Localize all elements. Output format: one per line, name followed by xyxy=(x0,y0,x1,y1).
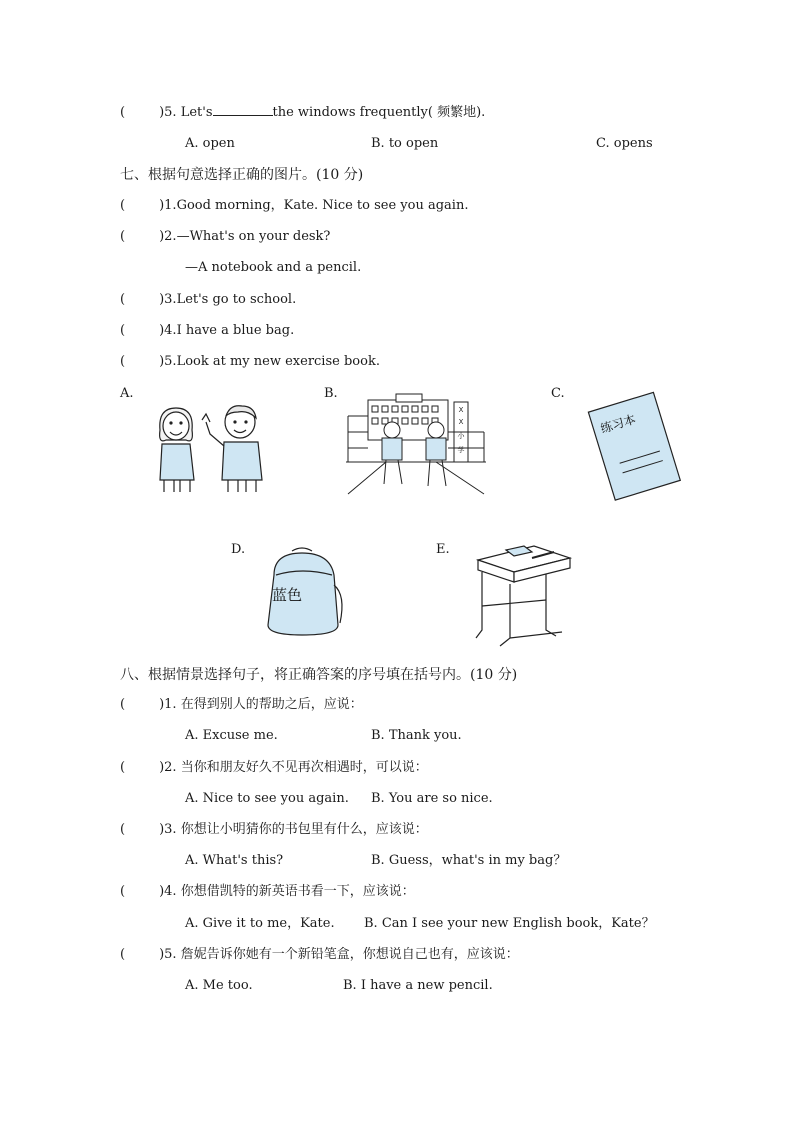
s8-item-2-option-a: A. Nice to see you again. xyxy=(185,791,349,806)
picture-e-desk xyxy=(472,540,574,650)
option-b: B. to open xyxy=(371,136,439,151)
bag-label-text: 蓝色 xyxy=(272,586,303,604)
s8-item-5: ( )5. 詹妮告诉你她有一个新铅笔盒，你想说自己也有，应该说： xyxy=(120,947,519,962)
s8-item-5-option-b: B. I have a new pencil. xyxy=(343,978,493,993)
s8-item-2-option-b: B. You are so nice. xyxy=(371,791,493,806)
s8-item-4: ( )4. 你想借凯特的新英语书看一下，应该说： xyxy=(120,884,415,899)
school-sign-char-1: X xyxy=(458,406,464,414)
s8-item-3-option-a: A. What's this? xyxy=(185,853,284,868)
s8-item-3: ( )3. 你想让小明猜你的书包里有什么，应该说： xyxy=(120,822,428,837)
picture-label-a: A. xyxy=(120,386,134,401)
s7-item-2: ( )2.—What's on your desk? xyxy=(120,229,331,244)
picture-label-b: B. xyxy=(324,386,338,401)
s8-item-3-option-b: B. Guess，what's in my bag？ xyxy=(371,853,567,868)
picture-label-d: D. xyxy=(231,542,246,557)
s8-item-1: ( )1. 在得到别人的帮助之后，应说： xyxy=(120,697,363,712)
s7-item-5: ( )5.Look at my new exercise book. xyxy=(120,354,380,369)
section-8-title: 八、根据情景选择句子，将正确答案的序号填在括号内。(10 分) xyxy=(120,667,518,683)
s7-item-3: ( )3.Let's go to school. xyxy=(120,292,297,307)
question-text-before: Let's xyxy=(180,105,213,120)
picture-label-c: C. xyxy=(551,386,565,401)
school-sign-char-3: 小 xyxy=(457,432,465,440)
s8-item-4-option-a: A. Give it to me，Kate. xyxy=(185,916,335,931)
picture-b-school xyxy=(346,392,486,496)
school-sign-char-2: X xyxy=(458,418,464,426)
school-sign-char-4: 学 xyxy=(457,446,465,454)
s7-item-2-answer: —A notebook and a pencil. xyxy=(185,260,362,275)
picture-a-greeting xyxy=(150,400,275,495)
picture-label-e: E. xyxy=(436,542,450,557)
section-7-title: 七、根据句意选择正确的图片。(10 分) xyxy=(120,167,364,183)
s8-item-4-option-b: B. Can I see your new English book，Kate？ xyxy=(364,916,655,931)
s8-item-1-option-a: A. Excuse me. xyxy=(185,728,278,743)
question-text-after: the windows frequently( 频繁地). xyxy=(272,105,486,120)
s8-item-1-option-b: B. Thank you. xyxy=(371,728,462,743)
picture-d-blue-bag xyxy=(262,545,347,637)
s8-item-5-option-a: A. Me too. xyxy=(185,978,253,993)
notebook-cover-text: 练习本 xyxy=(598,412,638,436)
s8-item-2: ( )2. 当你和朋友好久不见再次相遇时，可以说： xyxy=(120,760,428,775)
question-7-5-top: ( )5. Let's the windows frequently( 频繁地). xyxy=(120,105,486,120)
s7-item-4: ( )4.I have a blue bag. xyxy=(120,323,295,338)
picture-c-exercise-book xyxy=(585,388,685,503)
option-a: A. open xyxy=(185,136,235,151)
fill-blank[interactable] xyxy=(213,103,273,116)
option-c: C. opens xyxy=(596,136,653,151)
s7-item-1: ( )1.Good morning，Kate. Nice to see you again. xyxy=(120,198,469,213)
answer-paren[interactable]: ( xyxy=(120,105,126,120)
